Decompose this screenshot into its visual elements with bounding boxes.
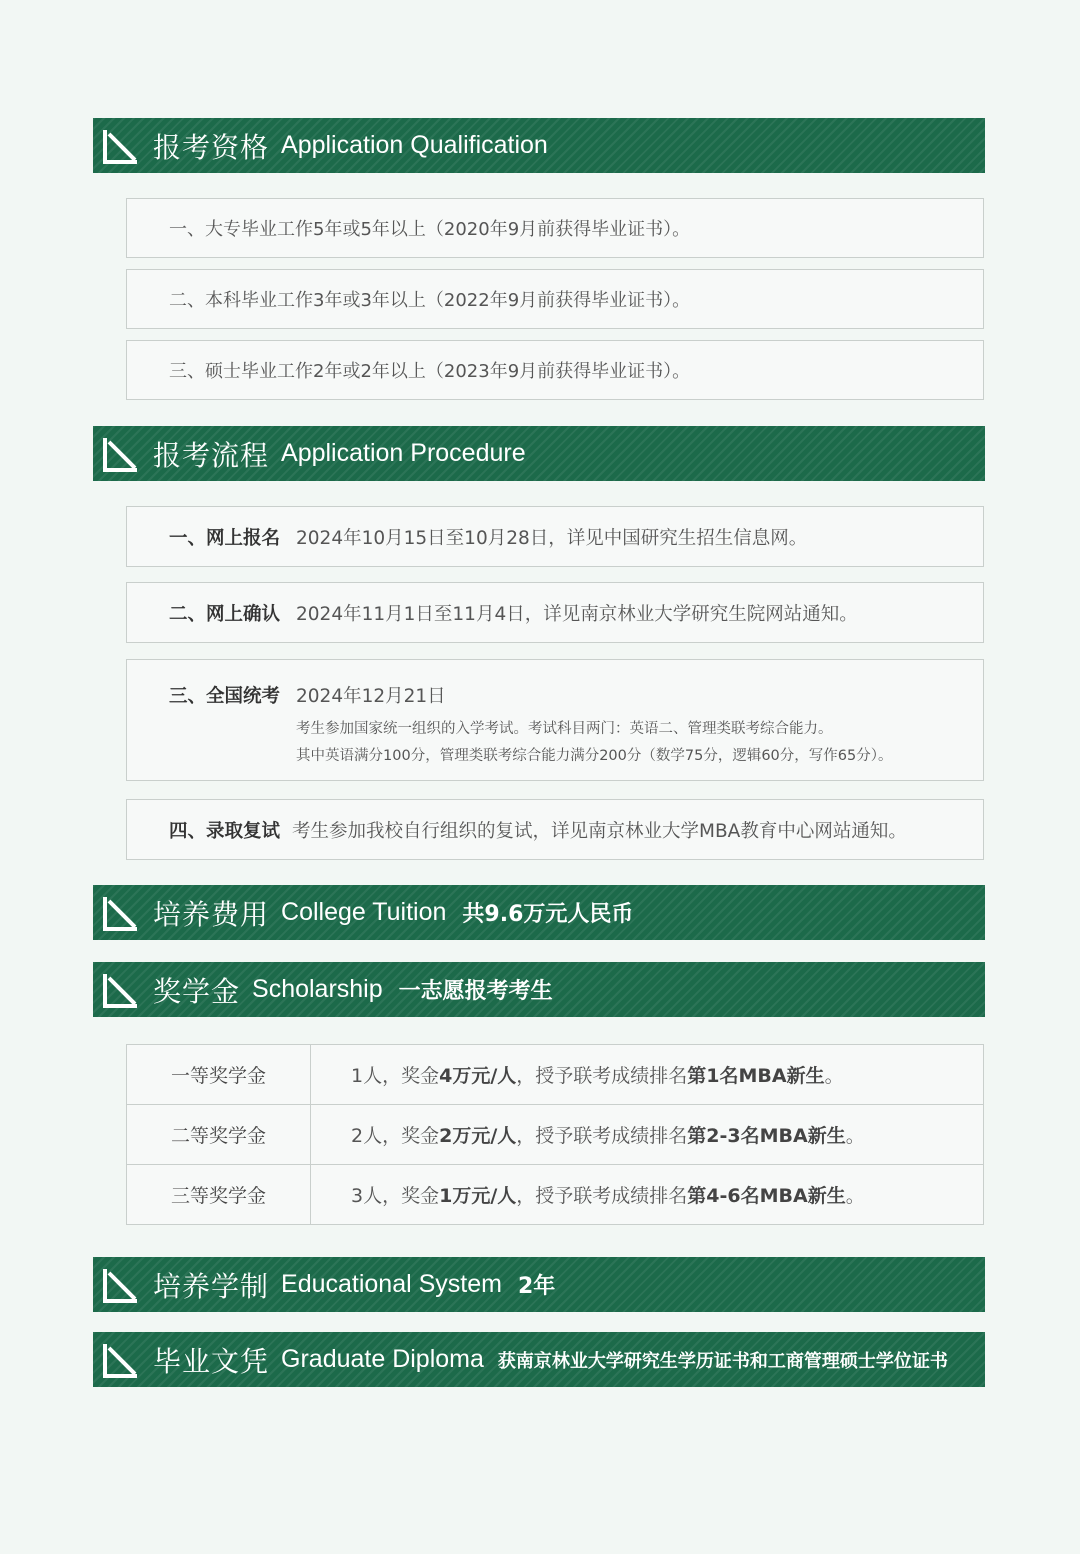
scholarship-table — [126, 1044, 984, 1225]
arrow-down-right-icon — [101, 434, 141, 474]
step-body — [296, 682, 892, 770]
qualification-title-cn: 报考资格 — [153, 130, 270, 164]
qualification-item: 三、硕士毕业工作2年或2年以上（2023年9月前获得毕业证书）。 — [126, 340, 984, 400]
arrow-down-right-icon — [101, 126, 141, 166]
procedure-header — [93, 426, 985, 481]
step-text: 2024年10月15日至10月28日，详见中国研究生招生信息网。 — [296, 527, 808, 549]
step-label: 三、全国统考 — [169, 686, 281, 707]
procedure-step — [126, 659, 984, 781]
procedure-step — [126, 506, 984, 567]
diploma-certificates: 获南京林业大学研究生学历证书和工商管理硕士学位证书 — [497, 1350, 948, 1372]
procedure-step — [126, 582, 984, 643]
step-label: 二、网上确认 — [169, 603, 281, 625]
scholarship-desc: 2人，奖金2万元/人，授予联考成绩排名第2-3名MBA新生。 — [311, 1105, 984, 1165]
system-header — [93, 1257, 985, 1312]
diploma-title-en: Graduate Diploma — [281, 1345, 484, 1373]
step-note-line: 其中英语满分100分，管理类联考综合能力满分200分（数学75分，逻辑60分，写作65分）。 — [296, 748, 893, 764]
step-text: 2024年11月1日至11月4日，详见南京林业大学研究生院网站通知。 — [296, 603, 858, 625]
step-label: 一、网上报名 — [169, 527, 281, 549]
scholarship-name: 二等奖学金 — [127, 1105, 311, 1165]
arrow-down-right-icon — [101, 1265, 141, 1305]
tuition-header — [93, 885, 985, 940]
procedure-title-cn: 报考流程 — [153, 438, 270, 472]
table-row — [127, 1165, 984, 1225]
step-label: 四、录取复试 — [169, 820, 281, 842]
arrow-down-right-icon — [101, 893, 141, 933]
scholarship-title-cn: 奖学金 — [153, 974, 241, 1008]
system-duration: 2年 — [517, 1274, 556, 1299]
tuition-title-cn: 培养费用 — [153, 897, 270, 931]
diploma-header — [93, 1332, 985, 1387]
scholarship-eligibility: 一志愿报考考生 — [398, 979, 553, 1004]
qualification-item: 二、本科毕业工作3年或3年以上（2022年9月前获得毕业证书）。 — [126, 269, 984, 329]
scholarship-desc: 1人，奖金4万元/人，授予联考成绩排名第1名MBA新生。 — [311, 1045, 984, 1105]
scholarship-desc: 3人，奖金1万元/人，授予联考成绩排名第4-6名MBA新生。 — [311, 1165, 984, 1225]
scholarship-title-en: Scholarship — [252, 975, 383, 1003]
scholarship-header — [93, 962, 985, 1017]
qualification-item: 一、大专毕业工作5年或5年以上（2020年9月前获得毕业证书）。 — [126, 198, 984, 258]
qualification-header — [93, 118, 985, 173]
procedure-title-en: Application Procedure — [281, 439, 526, 467]
arrow-down-right-icon — [101, 970, 141, 1010]
step-text: 2024年12月21日 — [296, 686, 446, 707]
diploma-title-cn: 毕业文凭 — [153, 1344, 270, 1378]
step-note-line: 考生参加国家统一组织的入学考试。考试科目两门：英语二、管理类联考综合能力。 — [296, 721, 833, 737]
step-text: 考生参加我校自行组织的复试，详见南京林业大学MBA教育中心网站通知。 — [292, 820, 907, 842]
tuition-title-en: College Tuition — [281, 898, 447, 926]
table-row — [127, 1045, 984, 1105]
scholarship-name: 一等奖学金 — [127, 1045, 311, 1105]
qualification-title-en: Application Qualification — [281, 131, 548, 159]
table-row — [127, 1105, 984, 1165]
arrow-down-right-icon — [101, 1340, 141, 1380]
system-title-cn: 培养学制 — [153, 1269, 270, 1303]
tuition-amount: 共9.6万元人民币 — [462, 902, 634, 927]
procedure-step — [126, 799, 984, 860]
scholarship-name: 三等奖学金 — [127, 1165, 311, 1225]
step-note — [296, 716, 892, 770]
system-title-en: Educational System — [281, 1270, 502, 1298]
